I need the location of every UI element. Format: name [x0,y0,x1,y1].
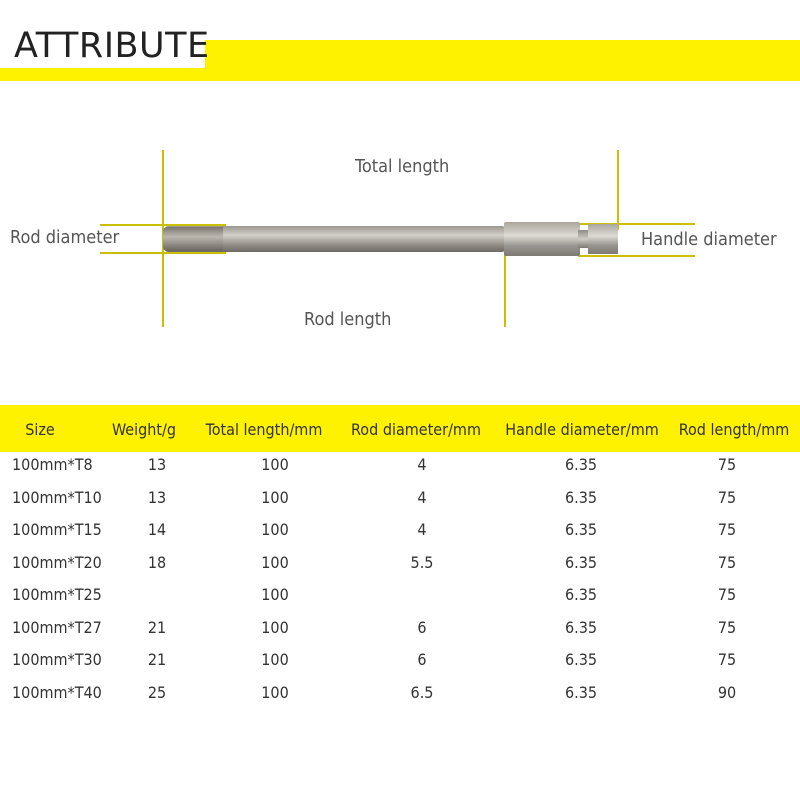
cell-total-length: 100 [261,585,289,604]
column-header-weight: Weight/g [111,420,177,439]
cell-weight: 25 [147,682,167,702]
cell-handle-diameter: 6.35 [564,455,598,474]
cell-rod-length: 75 [717,552,737,572]
cell-total-length: 100 [261,455,289,474]
handle-diameter-bottom-line [578,255,695,257]
cell-weight: 18 [147,552,167,572]
cell-size: 100mm*T27 [12,617,102,637]
cell-total-length: 100 [261,682,289,702]
cell-total-length: 100 [261,552,289,572]
cell-handle-diameter: 6.35 [564,520,598,539]
hex-shank-end [588,224,618,254]
cell-total-length: 100 [261,487,289,507]
cell-size: 100mm*T15 [12,520,102,539]
cell-total-length: 100 [261,650,289,669]
cell-handle-diameter: 6.35 [564,617,598,637]
cell-rod-length: 75 [717,487,737,507]
column-header-total-length: Total length/mm [205,420,323,439]
total-length-right-line [617,150,619,230]
cell-rod-length: 75 [717,520,737,539]
rod-diameter-bottom-line [100,252,226,254]
cell-rod-diameter: 5.5 [410,552,434,572]
cell-rod-length: 75 [717,585,737,604]
cell-handle-diameter: 6.35 [564,487,598,507]
cell-handle-diameter: 6.35 [564,585,598,604]
cell-size: 100mm*T20 [12,552,102,572]
cell-rod-diameter: 4 [417,455,427,474]
cell-size: 100mm*T30 [12,650,102,669]
column-header-size: Size [25,420,55,439]
handle-diameter-label: Handle diameter [641,229,777,250]
cell-handle-diameter: 6.35 [564,552,598,572]
cell-total-length: 100 [261,617,289,637]
rod-length-label: Rod length [304,309,392,330]
cell-size: 100mm*T10 [12,487,102,507]
cell-size: 100mm*T8 [12,455,93,474]
cell-handle-diameter: 6.35 [564,682,598,702]
cell-weight: 21 [147,650,167,669]
cell-rod-length: 75 [717,650,737,669]
cell-rod-diameter: 4 [417,487,427,507]
cell-weight: 13 [147,455,167,474]
column-header-rod-diameter: Rod diameter/mm [351,420,481,439]
cell-rod-diameter: 6 [417,650,427,669]
cell-rod-length: 75 [717,455,737,474]
cell-total-length: 100 [261,520,289,539]
hex-shank [504,222,580,256]
cell-size: 100mm*T40 [12,682,102,702]
rod-diameter-label: Rod diameter [10,227,120,248]
cell-rod-diameter: 6 [417,617,427,637]
cell-rod-diameter: 6.5 [410,682,434,702]
cell-rod-length: 75 [717,617,737,637]
cell-rod-diameter: 4 [417,520,427,539]
column-header-rod-length: Rod length/mm [678,420,790,439]
cell-weight: 13 [147,487,167,507]
column-header-handle-diameter: Handle diameter/mm [505,420,659,439]
page-title: ATTRIBUTE [14,26,210,66]
cell-handle-diameter: 6.35 [564,650,598,669]
cell-size: 100mm*T25 [12,585,102,604]
torx-tip [163,227,223,251]
cell-rod-length: 90 [717,682,737,702]
cell-weight: 21 [147,617,167,637]
cell-weight: 14 [147,520,167,539]
total-length-label: Total length [355,156,450,177]
